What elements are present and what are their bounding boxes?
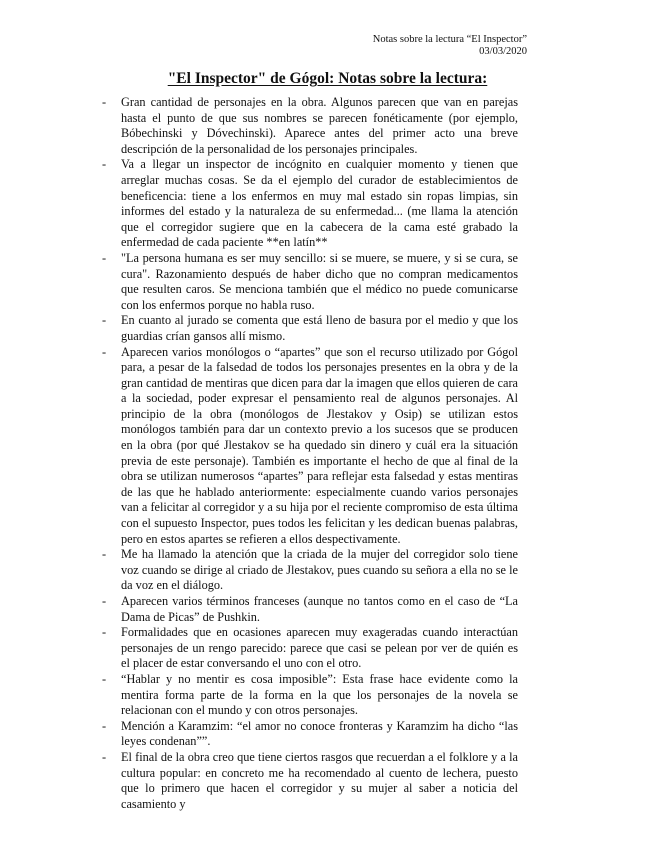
- bullet-dash: -: [102, 718, 107, 733]
- notes-list: [100, 95, 518, 812]
- note-text: “Hablar y no mentir es cosa imposible”: Esta frase hace evidente como la mentira forma parte de la forma en la que los personajes de la novela se relacionan con el mundo y con otros personajes.: [121, 671, 518, 718]
- note-item: [100, 672, 518, 719]
- bullet-dash: -: [102, 157, 107, 172]
- note-item: [100, 594, 518, 625]
- note-item: [100, 95, 518, 157]
- bullet-dash: -: [102, 95, 107, 109]
- note-item: [100, 719, 518, 750]
- bullet-dash: -: [102, 594, 107, 608]
- bullet-dash: -: [102, 344, 107, 359]
- note-item: [100, 625, 518, 672]
- note-text: "La persona humana es ser muy sencillo: si se muere, se muere, y si se cura, se cura". Razonamiento después de haber dicho que no compran medicamentos que resulten caros. Se menciona también que el médico no puede comunicarse con los enfermos porque no habla ruso.: [121, 250, 518, 312]
- header-title: Notas sobre la lectura “El Inspector”: [372, 34, 527, 45]
- header-date: 03/03/2020: [479, 46, 527, 57]
- bullet-dash: -: [102, 749, 107, 764]
- note-text: Me ha llamado la atención que la criada de la mujer del corregidor solo tiene voz cuando se dirige al criado de Jlestakov, pues cuando su señora a ella no se le da voz en el diálogo.: [121, 547, 518, 593]
- bullet-dash: -: [102, 625, 107, 640]
- bullet-dash: -: [102, 313, 107, 328]
- note-text: Va a llegar un inspector de incógnito en cualquier momento y tienen que arreglar muchas cosas. Se da el ejemplo del curador de establecimientos de beneficencia: tiene a los enfermos en muy mal estado sin ropas limpias, sin informes del estado y la naturaleza de su enfermedad... (me llama la atención que el corregidor sugiere que en la cabecera de la cama esté grabado la enfermedad de cada paciente **en latín**: [121, 157, 518, 250]
- bullet-dash: -: [102, 250, 107, 265]
- note-item: [100, 750, 518, 812]
- note-text: Aparecen varios términos franceses (aunque no tantos como en el caso de “La Dama de Picas” de Pushkin.: [121, 594, 518, 624]
- note-text: El final de la obra creo que tiene ciertos rasgos que recuerdan a el folklore y a la cultura popular: en concreto me ha recomendado al cuento de lechera, puesto que lo primero que hacen el corregidor y su mujer al saber a noticia del casamiento y: [121, 749, 518, 811]
- note-item: [100, 547, 518, 594]
- note-text: Mención a Karamzim: “el amor no conoce fronteras y Karamzim ha dicho “las leyes condenan””.: [121, 718, 518, 749]
- note-item: [100, 345, 518, 548]
- note-text: Aparecen varios monólogos o “apartes” que son el recurso utilizado por Gógol para, a pesar de la falsedad de todos los personajes presentes en la obra y de la gran cantidad de mentiras que dicen para dar la imagen que ellos quieren de cara a la sociedad, poder expresar el pensamiento real de algunos personajes. Al principio de la obra (monólogos de Jlestakov y Osip) se utilizan estos monólogos también para dar un contexto previo a los sucesos que se producen en la obra (por qué Jlestakov se ha quedado sin dinero y cuál era la situación previa de este personaje). También es importante el hecho de que al final de la obra se utilizan numerosos “apartes” para reflejar esta falsedad y estas mentiras de las que he hablado anteriormente: especialmente cuando varios personajes van a felicitar al corregidor y a su hija por el reciente compromiso de esta última con el supuesto Inspector, pues todos les felicitan y les dedican buenas palabras, pero en estos apartes se refieren a ellos despectivamente.: [121, 344, 518, 546]
- page-header: [373, 34, 527, 58]
- bullet-dash: -: [102, 547, 107, 562]
- note-item: [100, 313, 518, 344]
- note-item: [100, 251, 518, 313]
- note-text: Gran cantidad de personajes en la obra. Algunos parecen que van en parejas hasta el punto de que sus nombres se parecen fonéticamente (por ejemplo, Bóbechinski y Dóvechinski). Aparece antes del primer acto una breve descripción de la personalidad de los personajes principales.: [121, 95, 518, 156]
- note-text: En cuanto al jurado se comenta que está lleno de basura por el medio y que los guardias crían gansos allí mismo.: [121, 313, 518, 343]
- note-text: Formalidades que en ocasiones aparecen muy exageradas cuando interactúan personajes de un rengo parecido: parece que casi se pelean por ver de quién es el placer de estar conversando el uno con el otro.: [121, 625, 518, 671]
- bullet-dash: -: [102, 671, 107, 686]
- note-item: [100, 157, 518, 251]
- document-title: "El Inspector" de Gógol: Notas sobre la lectura:: [167, 70, 488, 87]
